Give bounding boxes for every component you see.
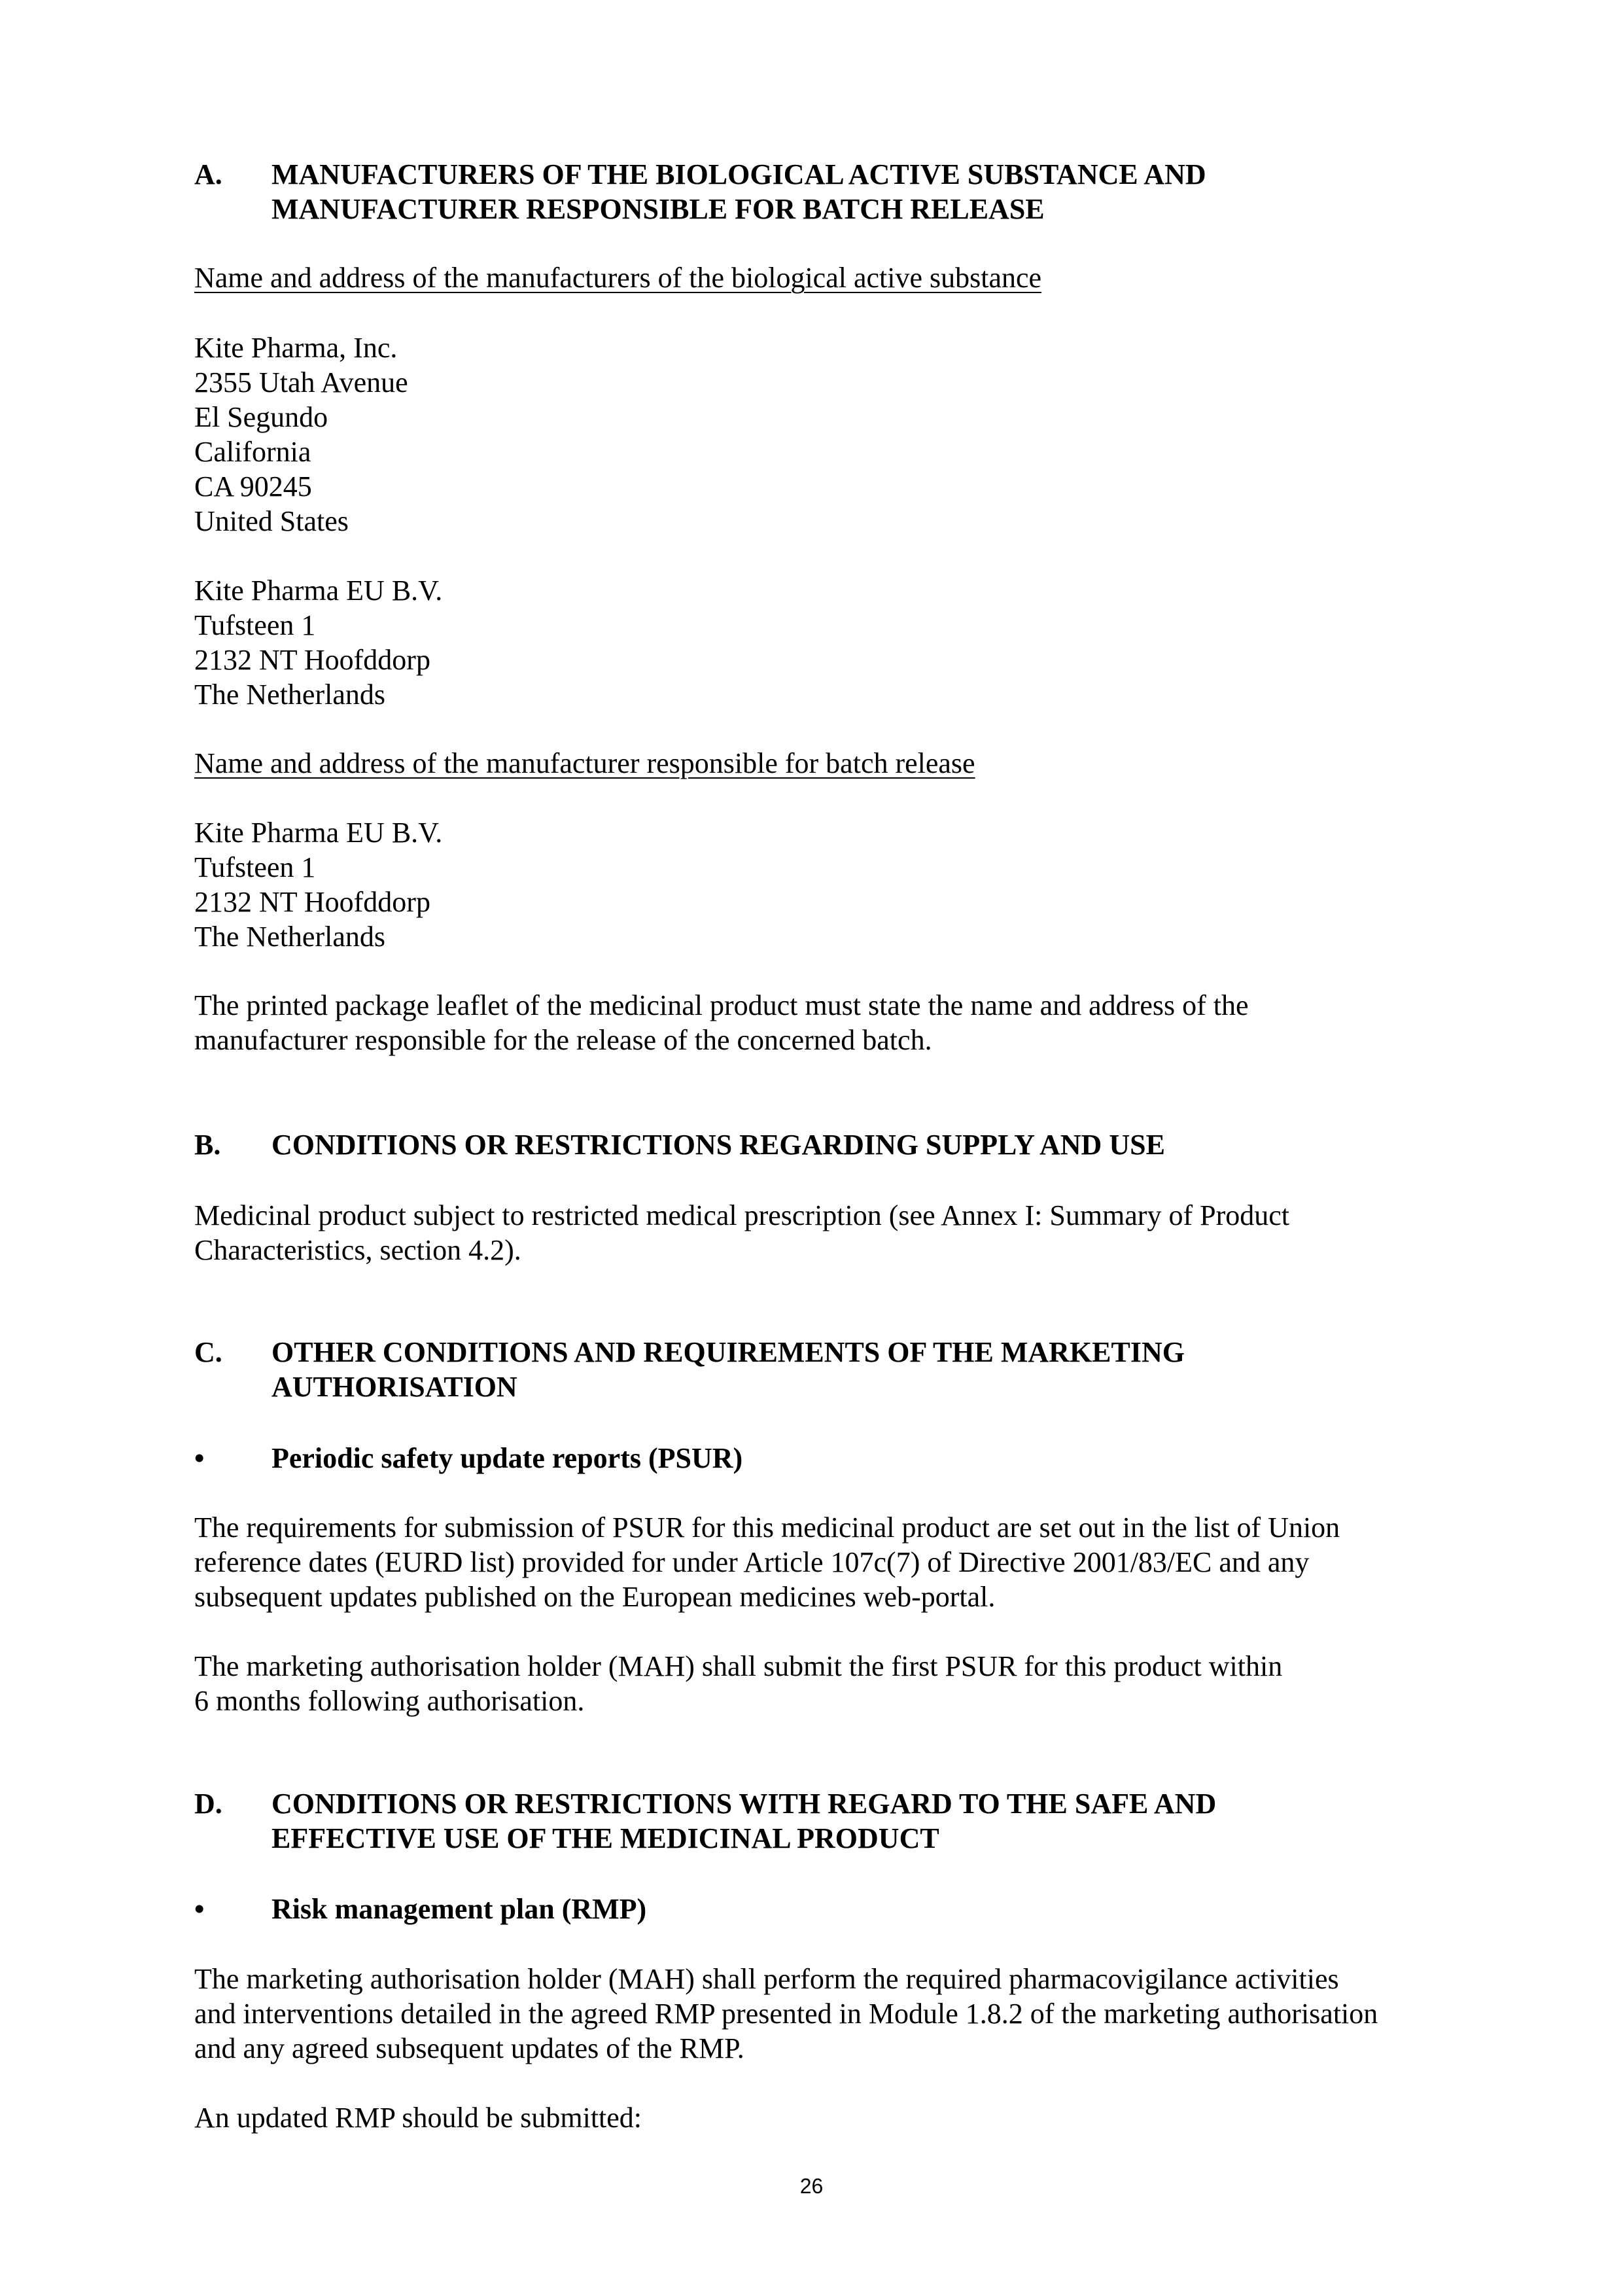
page-number: 26	[799, 2174, 824, 2198]
bullet-icon: •	[194, 1442, 205, 1474]
psur-bullet	[194, 1441, 1437, 1475]
paragraph-line: 6 months following authorisation.	[194, 1685, 585, 1717]
section-b-letter: B.	[194, 1129, 221, 1161]
address-kite-pharma-eu-2	[194, 815, 1463, 954]
address-line: CA 90245	[194, 470, 312, 503]
paragraph-line: subsequent updates published on the European medicines web-portal.	[194, 1581, 996, 1613]
address-line: Tufsteen 1	[194, 851, 316, 883]
psur-bullet-text: Periodic safety update reports (PSUR)	[271, 1442, 743, 1474]
address-line: 2355 Utah Avenue	[194, 366, 408, 398]
address-line: 2132 NT Hoofddorp	[194, 644, 430, 676]
rmp-bullet-text: Risk management plan (RMP)	[271, 1893, 647, 1925]
section-c-letter: C.	[194, 1336, 222, 1368]
section-c-title-line1: OTHER CONDITIONS AND REQUIREMENTS OF THE MARKETING	[271, 1336, 1185, 1368]
leaflet-paragraph	[194, 988, 1463, 1057]
paragraph-line: and any agreed subsequent updates of the RMP.	[194, 2032, 744, 2064]
address-line: Kite Pharma EU B.V.	[194, 574, 443, 607]
address-line: Kite Pharma EU B.V.	[194, 817, 443, 849]
paragraph-line: The marketing authorisation holder (MAH) shall submit the first PSUR for this product within	[194, 1650, 1283, 1682]
section-b-title: CONDITIONS OR RESTRICTIONS REGARDING SUPPLY AND USE	[271, 1129, 1165, 1161]
batch-release-subheading: Name and address of the manufacturer responsible for batch release	[194, 747, 975, 779]
address-line: 2132 NT Hoofddorp	[194, 886, 430, 918]
paragraph-line: and interventions detailed in the agreed RMP presented in Module 1.8.2 of the marketing authorisation	[194, 1998, 1378, 2030]
address-kite-pharma-inc	[194, 330, 1463, 539]
section-d-title	[271, 1786, 1436, 1856]
paragraph-line: reference dates (EURD list) provided for under Article 107c(7) of Directive 2001/83/EC and any	[194, 1546, 1310, 1578]
section-d-heading	[194, 1786, 1437, 1856]
paragraph-line: The marketing authorisation holder (MAH) shall perform the required pharmacovigilance activities	[194, 1963, 1339, 1995]
address-line: The Netherlands	[194, 921, 385, 953]
section-d-title-line2: EFFECTIVE USE OF THE MEDICINAL PRODUCT	[271, 1822, 939, 1854]
section-d-title-line1: CONDITIONS OR RESTRICTIONS WITH REGARD TO THE SAFE AND	[271, 1788, 1217, 1820]
section-c-heading	[194, 1335, 1437, 1404]
section-a-title	[271, 157, 1436, 226]
address-line: El Segundo	[194, 401, 328, 433]
rmp-paragraph-1	[194, 1962, 1463, 2066]
section-b-paragraph	[194, 1198, 1463, 1267]
address-line: California	[194, 436, 311, 468]
section-a-heading	[194, 157, 1437, 226]
address-line: Tufsteen 1	[194, 609, 316, 641]
address-line: United States	[194, 505, 349, 537]
psur-paragraph-2	[194, 1649, 1463, 1718]
paragraph-line: The printed package leaflet of the medicinal product must state the name and address of the	[194, 989, 1249, 1021]
rmp-bullet	[194, 1892, 1437, 1926]
paragraph-line: Medicinal product subject to restricted medical prescription (see Annex I: Summary of Product	[194, 1199, 1289, 1231]
address-line: Kite Pharma, Inc.	[194, 332, 398, 364]
paragraph-line: manufacturer responsible for the release of the concerned batch.	[194, 1024, 932, 1056]
section-c-title	[271, 1335, 1436, 1404]
psur-paragraph-1	[194, 1510, 1463, 1614]
manufacturers-substance-subheading: Name and address of the manufacturers of the biological active substance	[194, 262, 1042, 294]
section-a-letter: A.	[194, 158, 222, 190]
paragraph-line: The requirements for submission of PSUR for this medicinal product are set out in the list of Union	[194, 1511, 1340, 1544]
section-a-title-line1: MANUFACTURERS OF THE BIOLOGICAL ACTIVE SUBSTANCE AND	[271, 158, 1206, 190]
rmp-paragraph-2: An updated RMP should be submitted:	[194, 2102, 642, 2134]
section-d-letter: D.	[194, 1788, 222, 1820]
paragraph-line: Characteristics, section 4.2).	[194, 1234, 521, 1266]
address-line: The Netherlands	[194, 679, 385, 711]
bullet-icon: •	[194, 1893, 205, 1925]
address-kite-pharma-eu-1	[194, 573, 1463, 712]
section-c-title-line2: AUTHORISATION	[271, 1371, 517, 1403]
section-a-title-line2: MANUFACTURER RESPONSIBLE FOR BATCH RELEASE	[271, 193, 1045, 225]
section-b-heading	[194, 1127, 1437, 1162]
